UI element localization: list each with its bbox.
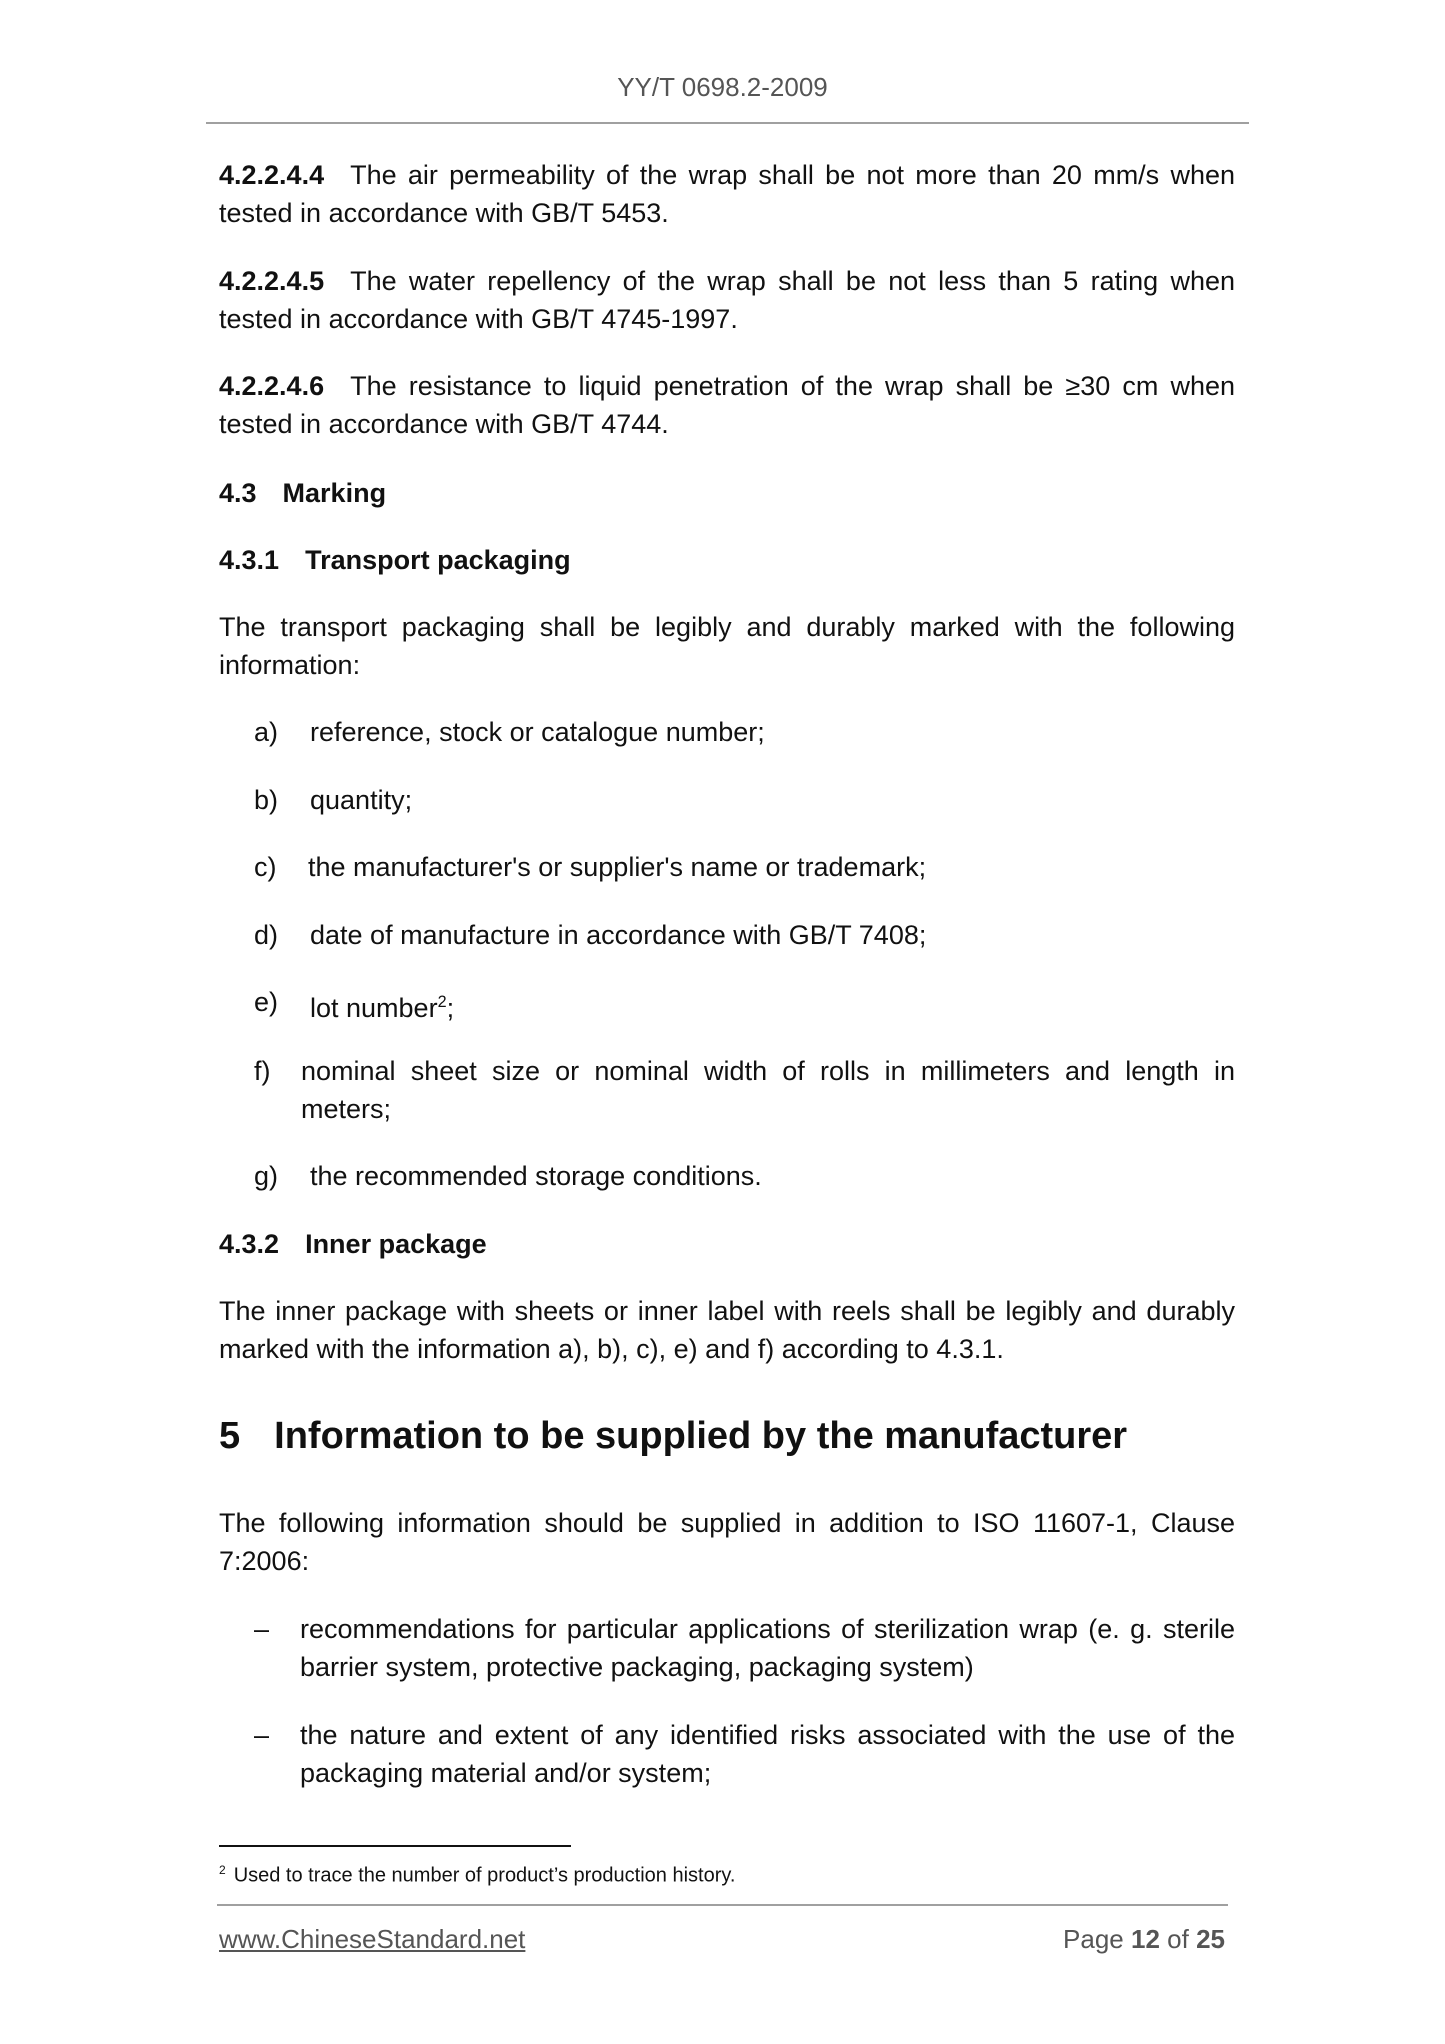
dash-bullet: – (254, 1720, 270, 1750)
dash-bullet: – (254, 1614, 270, 1644)
list-label: b) (254, 785, 279, 815)
heading-title: Marking (282, 478, 387, 508)
heading-number: 5 (219, 1415, 241, 1457)
heading-4-3 (219, 474, 1235, 512)
clause-number: 4.2.2.4.5 (219, 266, 325, 296)
clause-number: 4.2.2.4.4 (219, 160, 325, 190)
list-text-end: ; (446, 993, 455, 1023)
clause-4-2-2-4-6 (219, 367, 1235, 443)
list-text: the manufacturer's or supplier's name or trademark; (308, 852, 927, 882)
list-text: lot number (310, 993, 438, 1023)
clause-text: The water repellency of the wrap shall be not less than 5 rating when tested in accordance with GB/T 4745-1997. (219, 266, 1235, 334)
footnote-rule (219, 1845, 571, 1847)
clause-text: The resistance to liquid penetration of the wrap shall be ≥30 cm when tested in accordance with GB/T 4744. (219, 371, 1235, 439)
list-text: quantity; (310, 785, 413, 815)
website-link[interactable]: www.ChineseStandard.net (219, 1924, 526, 1954)
clause-4-2-2-4-5 (219, 262, 1235, 338)
footnote-mark: 2 (219, 1863, 226, 1877)
footnote-text: Used to trace the number of product’s production history. (233, 1864, 736, 1887)
bullet-text: recommendations for particular applications of sterilization wrap (e. g. sterile barrier system, protective packaging, packaging system) (300, 1614, 1235, 1682)
page-label: Page (1063, 1924, 1124, 1954)
list-label: e) (254, 987, 279, 1017)
heading-title: Information to be supplied by the manufacturer (274, 1415, 1128, 1457)
list-label: a) (254, 717, 279, 747)
list-text: nominal sheet size or nominal width of rolls in millimeters and length in meters; (301, 1056, 1235, 1124)
heading-5 (219, 1412, 1127, 1460)
list-label: f) (254, 1056, 271, 1086)
list-text: reference, stock or catalogue number; (310, 717, 765, 747)
header-rule (206, 122, 1249, 124)
list-label: d) (254, 920, 279, 950)
footnote (219, 1857, 735, 1889)
footnote-ref[interactable]: 2 (437, 993, 447, 1011)
heading-4-3-1 (219, 541, 1235, 579)
heading-4-3-2 (219, 1225, 1235, 1263)
list-text: the recommended storage conditions. (310, 1161, 762, 1191)
footer-rule (217, 1904, 1228, 1906)
page-number (1063, 1924, 1225, 1955)
total-pages: 25 (1196, 1924, 1225, 1954)
list-label: c) (254, 852, 277, 882)
heading-number: 4.3 (219, 478, 257, 508)
list-label: g) (254, 1161, 279, 1191)
clause-4-2-2-4-4 (219, 156, 1235, 232)
heading-title: Transport packaging (305, 545, 571, 575)
inner-package-text: The inner package with sheets or inner label with reels shall be legibly and durably marked with the information a), b), c), e) and f) according to 4.3.1. (219, 1296, 1235, 1364)
header-doc-id: YY/T 0698.2-2009 (617, 72, 828, 102)
heading-number: 4.3.1 (219, 545, 280, 575)
heading-number: 4.3.2 (219, 1229, 280, 1259)
clause-number: 4.2.2.4.6 (219, 371, 325, 401)
heading-title: Inner package (305, 1229, 487, 1259)
transport-intro: The transport packaging shall be legibly and durably marked with the following information: (219, 612, 1235, 680)
bullet-text: the nature and extent of any identified risks associated with the use of the packaging material and/or system; (300, 1720, 1235, 1788)
of-label: of (1167, 1924, 1189, 1954)
sec5-intro: The following information should be supplied in addition to ISO 11607-1, Clause 7:2006: (219, 1508, 1235, 1576)
current-page: 12 (1131, 1924, 1160, 1954)
clause-text: The air permeability of the wrap shall be not more than 20 mm/s when tested in accordance with GB/T 5453. (219, 160, 1235, 228)
list-text: date of manufacture in accordance with GB/T 7408; (310, 920, 927, 950)
